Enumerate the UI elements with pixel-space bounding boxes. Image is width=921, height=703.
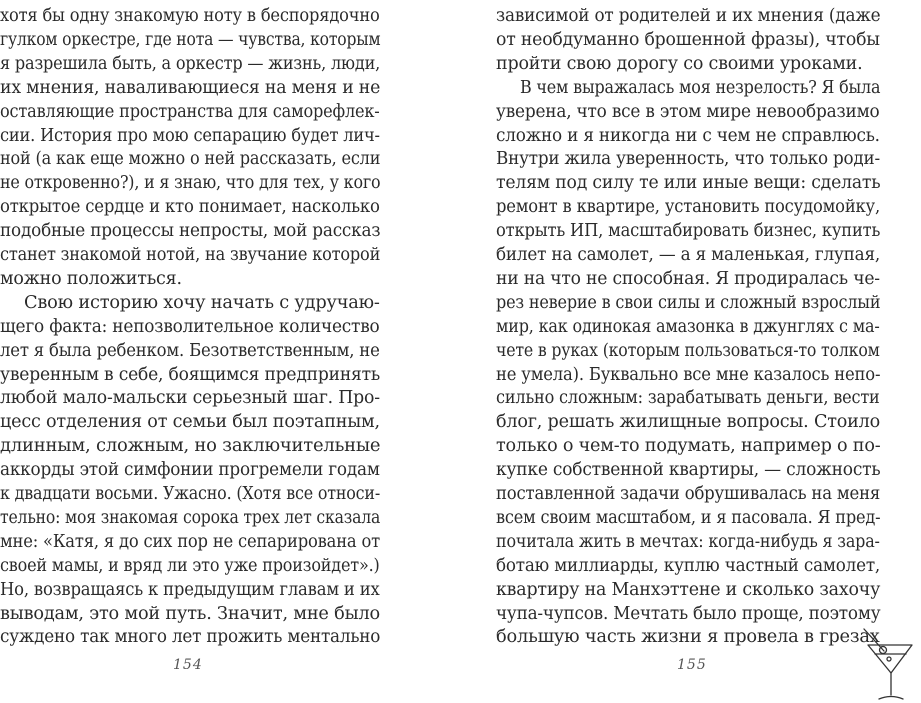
text-line: чете в руках (которым пользоваться-то толком [496, 340, 880, 361]
text-line: подобные процессы непросты, мой рассказ [0, 221, 381, 242]
text-line: блог, решать жилищные вопросы. Стоило [496, 412, 881, 433]
martini-glass-icon [862, 627, 918, 703]
text-line: телям под силу те или иные вещи: сделать [496, 173, 881, 194]
text-line: ботаю миллиарды, куплю частный самолет, [496, 555, 881, 576]
text-line: гулком оркестре, где нота — чувства, которым [0, 29, 381, 50]
text-line: любой мало-мальски серьезный шаг. Про- [0, 388, 380, 409]
text-line: Внутри жила уверенность, что только роди- [496, 149, 881, 170]
text-line: тельно: моя знакомая сорока трех лет сказала [0, 507, 381, 528]
text-line: можно положиться. [0, 268, 182, 289]
text-line: чупа-чупсов. Мечтать было проще, поэтому [496, 603, 881, 624]
text-line: суждено так много лет прожить ментально [0, 627, 381, 648]
text-line: цесс отделения от семьи был поэтапным, [0, 412, 380, 433]
text-line: своей мамы, и вряд ли это уже произойдет».) [0, 555, 380, 576]
text-line: только о чем-то подумать, например о по- [496, 436, 881, 457]
text-line: выводам, это мой путь. Значит, мне было [0, 603, 380, 624]
text-line: уверена, что все в этом мире невообразимо [496, 101, 880, 122]
text-line: сии. История про мою сепарацию будет лич- [0, 125, 380, 146]
text-line: хотя бы одну знакомую ноту в беспорядочно [0, 6, 380, 26]
text-line: сильно сложным: зарабатывать деньги, вести [496, 388, 880, 409]
text-line: ной (а как еще можно о ней рассказать, если [0, 149, 381, 170]
text-line: оставляющие пространства для саморефлек- [0, 101, 380, 122]
text-line: пройти свою дорогу со своими уроками. [496, 53, 863, 74]
text-line: я разрешила быть, а оркестр — жизнь, люди, [0, 53, 381, 74]
text-line: зависимой от родителей и их мнения (даже [496, 6, 881, 26]
text-line: поставленной задачи обрушивалась на меня [496, 484, 881, 504]
text-line: аккорды этой симфонии прогремели годам [0, 460, 380, 481]
text-line: всем своим масштабом, и я пасовала. Я пред- [496, 507, 881, 528]
text-line: к двадцати восьми. Ужасно. (Хотя все относи- [0, 484, 381, 504]
text-line: открыть ИП, масштабировать бизнес, купить [496, 221, 881, 242]
text-line: от необдуманно брошенной фразы), чтобы [496, 29, 880, 50]
text-line: билет на самолет, — а я маленькая, глупая, [496, 245, 881, 265]
text-line: щего факта: непозволительное количество [0, 316, 380, 337]
text-line: квартиру на Манхэттене и сколько захочу [496, 579, 881, 600]
text-line: станет знакомой нотой, на звучание которой [0, 245, 381, 265]
text-line: В чем выражалась моя незрелость? Я была [520, 77, 881, 98]
text-line: открытое сердце и кто понимает, насколько [0, 197, 380, 218]
text-line: не откровенно?), и я знаю, что для тех, у кого [0, 173, 381, 194]
text-line: Но, возвращаясь к предыдущим главам и их [0, 579, 380, 600]
text-line: их мнения, наваливающиеся на меня и не [0, 77, 381, 98]
text-line: ремонт в квартире, установить посудомойку, [496, 197, 881, 218]
text-line: почитала жить в мечтах: когда-нибудь я зара- [496, 531, 880, 552]
page-number-right: 155 [677, 657, 707, 673]
text-line: рез неверие в свои силы и сложный взрослый [496, 292, 881, 313]
text-line: сложно и я никогда ни с чем не справлюсь. [496, 125, 880, 146]
text-line: купке собственной квартиры, — сложность [496, 460, 881, 481]
text-line: мир, как одинокая амазонка в джунглях с ма- [496, 316, 880, 337]
text-line: уверенным в себе, боящимся предпринять [0, 364, 380, 385]
text-line: длинным, сложным, но заключительные [0, 436, 381, 457]
text-line: ни на что не способная. Я продиралась че- [496, 268, 880, 289]
text-line: мне: «Катя, я до сих пор не сепарирована от [0, 531, 380, 552]
text-line: не умела). Буквально все мне казалось непо- [496, 364, 881, 385]
text-line: лет я была ребенком. Безответственным, не [0, 340, 380, 361]
text-line: большую часть жизни я провела в грезах [496, 627, 880, 648]
text-line: Свою историю хочу начать с удручаю- [24, 292, 380, 313]
page-number-left: 154 [173, 657, 203, 673]
